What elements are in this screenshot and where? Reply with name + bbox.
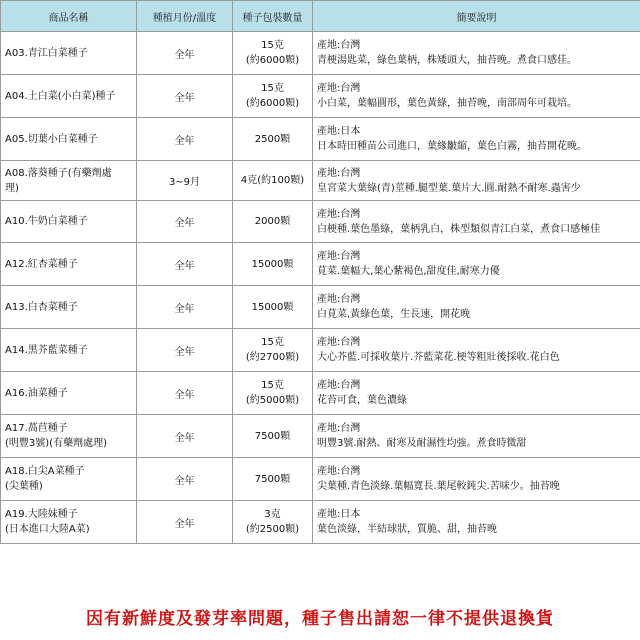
header-description: 簡要說明 (313, 1, 640, 32)
package-quantity-cell (233, 118, 313, 161)
product-name-cell (1, 372, 137, 415)
package-quantity-cell (233, 501, 313, 544)
package-quantity-cell-line: 7500顆 (254, 430, 291, 442)
product-name-cell-line: (尖葉種) (5, 481, 43, 492)
description-cell-line: 產地:台灣 (317, 167, 361, 179)
description-cell-line: 產地:台灣 (317, 337, 361, 348)
product-name-cell (1, 243, 137, 286)
description-cell (313, 458, 640, 501)
product-name-cell (1, 458, 137, 501)
package-quantity-cell-line: (約2500顆) (245, 524, 300, 535)
package-quantity-cell (233, 32, 313, 75)
description-cell (313, 329, 640, 372)
planting-month-cell: 全年 (137, 118, 233, 161)
product-name-cell (1, 75, 137, 118)
description-cell-line: 尖葉種.青色淡綠.葉幅寬長.葉尾較鈍尖.苦味少。抽苔晚 (317, 481, 560, 492)
table-header-row (1, 1, 640, 32)
product-name-cell-line: A16.油菜種子 (5, 387, 68, 399)
product-name-cell-line: A12.紅杏菜種子 (5, 258, 78, 270)
product-name-cell-line: A04.土白菜(小白菜)種子 (5, 90, 116, 102)
package-quantity-cell-line: (約2700顆) (245, 352, 300, 363)
package-quantity-cell (233, 458, 313, 501)
description-cell-line: 產地:台灣 (317, 466, 361, 477)
package-quantity-cell (233, 286, 313, 329)
description-cell-line: 產地:台灣 (317, 251, 361, 262)
description-cell (313, 415, 640, 458)
table-row (1, 501, 640, 544)
planting-month-cell: 全年 (137, 415, 233, 458)
package-quantity-cell-line: 15000顆 (251, 258, 294, 270)
description-cell-line: 白梗種.葉色墨綠，葉柄乳白，株型類似青江白菜，煮食口感極佳 (317, 223, 601, 235)
description-cell-line: 白莧菜,黃綠色葉，生長速，開花晚 (317, 309, 471, 320)
table-row (1, 415, 640, 458)
product-name-cell-line: A17.萵苣種子 (5, 423, 68, 434)
description-cell (313, 201, 640, 243)
description-cell-line: 產地:台灣 (317, 40, 361, 51)
package-quantity-cell-line: (約6000顆) (245, 55, 300, 66)
description-cell-line: 日本時田種苗公司進口，葉緣皺縮，葉色白霧，抽苔開花晚。 (317, 141, 587, 152)
planting-month-cell: 全年 (137, 372, 233, 415)
table-row (1, 372, 640, 415)
product-name-cell (1, 118, 137, 161)
description-cell-line: 產地:台灣 (317, 83, 361, 94)
table-row (1, 243, 640, 286)
table-row (1, 329, 640, 372)
product-name-cell (1, 201, 137, 243)
planting-month-cell: 全年 (137, 329, 233, 372)
description-cell-line: 大心芥藍.可採收葉片.芥藍菜花.梗等粗壯後採收.花白色 (317, 352, 560, 363)
package-quantity-cell-line: 3克 (264, 509, 281, 520)
product-name-cell-line: A19.大陸妹種子 (5, 509, 78, 520)
description-cell-line: 產地:日本 (317, 509, 361, 520)
planting-month-cell: 全年 (137, 32, 233, 75)
product-name-cell-line: (明豐3號)(有藥劑處理) (5, 438, 107, 449)
product-name-cell (1, 161, 137, 201)
product-name-cell-line: A13.白杏菜種子 (5, 301, 78, 313)
product-name-cell-line: (日本進口大陸A菜) (5, 524, 90, 535)
product-name-cell (1, 286, 137, 329)
package-quantity-cell-line: 2500顆 (254, 133, 291, 145)
package-quantity-cell (233, 161, 313, 201)
planting-month-cell: 全年 (137, 201, 233, 243)
table-row (1, 201, 640, 243)
package-quantity-cell (233, 372, 313, 415)
description-cell-line: 明豐3號.耐熱、耐寒及耐濕性均強。煮食時微甜 (317, 438, 527, 449)
no-return-notice: 因有新鮮度及發芽率問題，種子售出請恕一律不提供退換貨 (86, 609, 554, 629)
product-name-cell (1, 329, 137, 372)
planting-month-cell: 全年 (137, 286, 233, 329)
planting-month-cell: 全年 (137, 75, 233, 118)
package-quantity-cell-line: 15克 (261, 337, 284, 348)
description-cell-line: 產地:台灣 (317, 380, 361, 391)
description-cell (313, 161, 640, 201)
package-quantity-cell-line: 7500顆 (254, 473, 291, 485)
description-cell-line: 產地:日本 (317, 126, 361, 137)
table-row (1, 286, 640, 329)
table-row (1, 458, 640, 501)
product-name-cell-line: A18.白尖A菜種子 (5, 466, 85, 477)
product-name-cell-line: A05.切葉小白菜種子 (5, 133, 98, 145)
table-row (1, 75, 640, 118)
description-cell (313, 501, 640, 544)
description-cell-line: 莧菜.葉幅大,葉心紫褐色,甜度佳,耐寒力優 (317, 266, 500, 277)
description-cell (313, 372, 640, 415)
description-cell (313, 75, 640, 118)
description-cell-line: 產地:台灣 (317, 294, 361, 305)
package-quantity-cell (233, 201, 313, 243)
table-row (1, 32, 640, 75)
description-cell-line: 青梗湯匙菜，綠色葉柄，株矮頭大，抽苔晚。煮食口感佳。 (317, 55, 577, 66)
package-quantity-cell-line: 4克(約100顆) (240, 175, 305, 186)
product-name-cell-line: A10.牛奶白菜種子 (5, 216, 88, 227)
description-cell-line: 皇宮菜大葉綠(青)莖種.腿型葉.葉片大.圓.耐熱不耐寒.蟲害少 (317, 182, 581, 194)
product-name-cell-line: A14.黑芥藍菜種子 (5, 344, 88, 356)
description-cell-line: 產地:台灣 (317, 208, 361, 220)
package-quantity-cell-line: 2000顆 (254, 216, 291, 227)
product-name-cell (1, 32, 137, 75)
header-planting-month: 種植月份/溫度 (137, 1, 233, 32)
description-cell-line: 花苔可食，葉色濃綠 (317, 395, 407, 406)
product-name-cell (1, 415, 137, 458)
package-quantity-cell (233, 243, 313, 286)
product-name-cell (1, 501, 137, 544)
planting-month-cell: 全年 (137, 243, 233, 286)
product-name-cell-line: A03.青江白菜種子 (5, 47, 88, 59)
description-cell (313, 243, 640, 286)
description-cell-line: 小白菜，葉幅圓形，葉色黃綠，抽苔晚，南部周年可栽培。 (317, 98, 577, 109)
description-cell (313, 32, 640, 75)
package-quantity-cell-line: 15克 (261, 83, 284, 94)
package-quantity-cell (233, 329, 313, 372)
planting-month-cell: 全年 (137, 501, 233, 544)
header-product-name: 商品名稱 (1, 1, 137, 32)
product-name-cell-line: A08.落葵種子(有藥劑處 (5, 167, 112, 179)
description-cell (313, 118, 640, 161)
package-quantity-cell-line: 15克 (261, 40, 284, 51)
planting-month-cell: 全年 (137, 458, 233, 501)
description-cell-line: 產地:台灣 (317, 423, 361, 434)
package-quantity-cell-line: (約6000顆) (245, 98, 300, 109)
table-row (1, 118, 640, 161)
header-package-quantity: 種子包裝數量 (233, 1, 313, 32)
product-name-cell-line: 理) (5, 182, 19, 194)
package-quantity-cell (233, 75, 313, 118)
planting-month-cell: 3~9月 (137, 161, 233, 201)
description-cell-line: 葉色淡綠，半結球狀，質脆、甜，抽苔晚 (317, 524, 497, 535)
description-cell (313, 286, 640, 329)
table-row (1, 161, 640, 201)
package-quantity-cell-line: 15000顆 (251, 301, 294, 313)
package-quantity-cell-line: (約5000顆) (245, 395, 300, 406)
package-quantity-cell (233, 415, 313, 458)
package-quantity-cell-line: 15克 (261, 380, 284, 391)
